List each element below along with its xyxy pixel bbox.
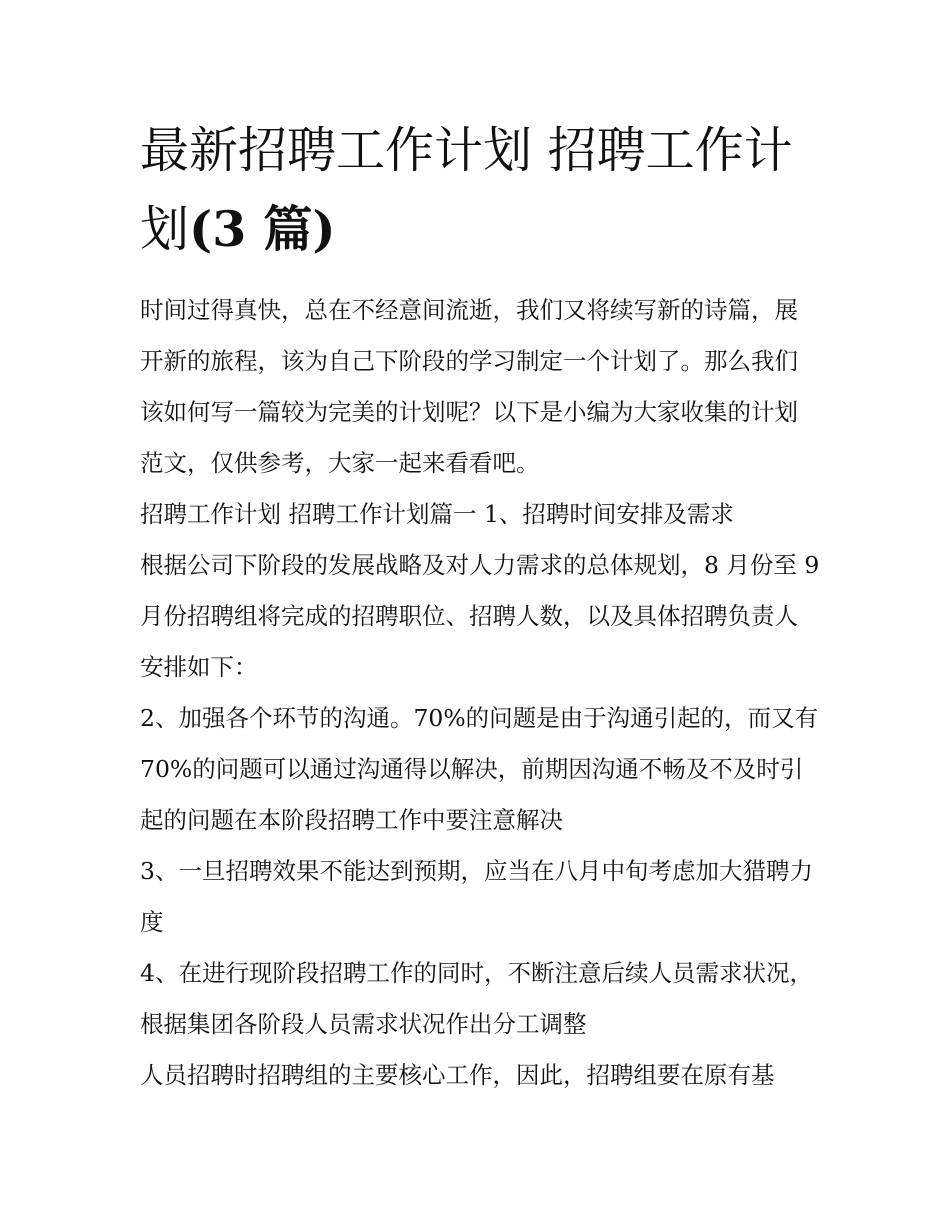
title-main-text: 最新招聘工作计划 招聘工作计划 [140, 122, 793, 258]
paragraph-core-work: 人员招聘时招聘组的主要核心工作，因此，招聘组要在原有基 [140, 1061, 775, 1089]
paragraph-section-heading: 招聘工作计划 招聘工作计划篇一 1、招聘时间安排及需求 [140, 500, 734, 528]
paragraph-intro: 时间过得真快，总在不经意间流逝，我们又将续写新的诗篇，展开新的旅程，该为自己下阶段的学习制定一个计划了。那么我们该如何写一篇较为完美的计划呢？以下是小编为大家收集的计划范文，仅供参考，大家一起来看看吧。 [140, 296, 798, 477]
paragraph-point-4: 4、在进行现阶段招聘工作的同时，不断注意后续人员需求状况，根据集团各阶段人员需求状况作出分工调整 [140, 959, 813, 1038]
document-title [140, 112, 820, 269]
paragraph-point-2: 2、加强各个环节的沟通。70%的问题是由于沟通引起的，而又有 70%的问题可以通过沟通得以解决，前期因沟通不畅及不及时引起的问题在本阶段招聘工作中要注意解决 [140, 704, 819, 834]
title-suffix-text: (3 篇) [189, 200, 336, 258]
document-content [140, 112, 820, 1101]
document-body [140, 285, 820, 1101]
paragraph-plan-schedule: 根据公司下阶段的发展战略及对人力需求的总体规划，8 月份至 9 月份招聘组将完成的招聘职位、招聘人数，以及具体招聘负责人安排如下： [140, 551, 820, 681]
paragraph-point-3: 3、一旦招聘效果不能达到预期，应当在八月中旬考虑加大猎聘力度 [140, 857, 813, 936]
